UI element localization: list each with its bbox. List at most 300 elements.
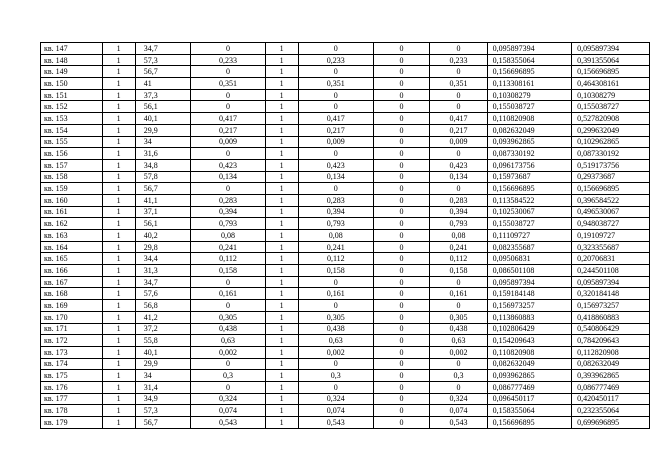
cell-value-e: 0,110820908 bbox=[487, 113, 571, 125]
cell-apartment: кв. 178 bbox=[41, 405, 103, 417]
cell-value-b: 0 bbox=[298, 276, 373, 288]
cell-value-b: 0 bbox=[298, 358, 373, 370]
cell-area: 40,2 bbox=[135, 230, 191, 242]
cell-total: 0,095897394 bbox=[572, 43, 650, 55]
table-row bbox=[41, 346, 650, 358]
cell-total: 0,496530067 bbox=[572, 206, 650, 218]
table-row bbox=[41, 230, 650, 242]
cell-count: 1 bbox=[102, 43, 135, 55]
table-row bbox=[41, 300, 650, 312]
cell-value-c: 0 bbox=[373, 78, 429, 90]
cell-value-b: 0,417 bbox=[298, 113, 373, 125]
cell-area: 34,7 bbox=[135, 276, 191, 288]
cell-factor: 1 bbox=[265, 101, 298, 113]
cell-factor: 1 bbox=[265, 171, 298, 183]
cell-apartment: кв. 156 bbox=[41, 148, 103, 160]
cell-apartment: кв. 165 bbox=[41, 253, 103, 265]
cell-area: 40,1 bbox=[135, 346, 191, 358]
cell-apartment: кв. 151 bbox=[41, 89, 103, 101]
cell-value-a: 0 bbox=[191, 89, 265, 101]
table-row bbox=[41, 43, 650, 55]
cell-total: 0,087330192 bbox=[572, 148, 650, 160]
cell-factor: 1 bbox=[265, 311, 298, 323]
cell-total: 0,699696895 bbox=[572, 417, 650, 429]
cell-value-a: 0,161 bbox=[191, 288, 265, 300]
cell-apartment: кв. 175 bbox=[41, 370, 103, 382]
cell-area: 29,9 bbox=[135, 358, 191, 370]
cell-count: 1 bbox=[102, 148, 135, 160]
cell-value-c: 0 bbox=[373, 194, 429, 206]
cell-value-c: 0 bbox=[373, 183, 429, 195]
cell-total: 0,519173756 bbox=[572, 159, 650, 171]
cell-count: 1 bbox=[102, 405, 135, 417]
cell-apartment: кв. 162 bbox=[41, 218, 103, 230]
cell-total: 0,393962865 bbox=[572, 370, 650, 382]
cell-factor: 1 bbox=[265, 393, 298, 405]
cell-value-a: 0,241 bbox=[191, 241, 265, 253]
cell-value-a: 0,3 bbox=[191, 370, 265, 382]
cell-apartment: кв. 170 bbox=[41, 311, 103, 323]
table-row bbox=[41, 265, 650, 277]
cell-area: 31,3 bbox=[135, 265, 191, 277]
cell-factor: 1 bbox=[265, 43, 298, 55]
cell-value-d: 0,158 bbox=[430, 265, 487, 277]
cell-total: 0,29373687 bbox=[572, 171, 650, 183]
cell-value-a: 0 bbox=[191, 43, 265, 55]
cell-value-c: 0 bbox=[373, 136, 429, 148]
cell-value-b: 0,161 bbox=[298, 288, 373, 300]
cell-value-a: 0,423 bbox=[191, 159, 265, 171]
cell-value-b: 0,08 bbox=[298, 230, 373, 242]
cell-apartment: кв. 148 bbox=[41, 54, 103, 66]
cell-count: 1 bbox=[102, 300, 135, 312]
table-row bbox=[41, 89, 650, 101]
cell-value-c: 0 bbox=[373, 405, 429, 417]
cell-value-e: 0,154209643 bbox=[487, 335, 571, 347]
cell-value-a: 0,793 bbox=[191, 218, 265, 230]
cell-value-b: 0,438 bbox=[298, 323, 373, 335]
cell-factor: 1 bbox=[265, 405, 298, 417]
cell-value-b: 0,241 bbox=[298, 241, 373, 253]
cell-value-d: 0 bbox=[430, 43, 487, 55]
cell-value-c: 0 bbox=[373, 54, 429, 66]
cell-value-c: 0 bbox=[373, 159, 429, 171]
cell-factor: 1 bbox=[265, 241, 298, 253]
cell-value-d: 0,351 bbox=[430, 78, 487, 90]
cell-count: 1 bbox=[102, 194, 135, 206]
cell-value-b: 0,074 bbox=[298, 405, 373, 417]
cell-apartment: кв. 163 bbox=[41, 230, 103, 242]
cell-value-e: 0,082632049 bbox=[487, 358, 571, 370]
cell-count: 1 bbox=[102, 136, 135, 148]
cell-value-d: 0 bbox=[430, 89, 487, 101]
cell-factor: 1 bbox=[265, 89, 298, 101]
cell-value-b: 0 bbox=[298, 66, 373, 78]
cell-value-d: 0,241 bbox=[430, 241, 487, 253]
cell-total: 0,112820908 bbox=[572, 346, 650, 358]
cell-factor: 1 bbox=[265, 218, 298, 230]
cell-value-b: 0,351 bbox=[298, 78, 373, 90]
cell-area: 37,3 bbox=[135, 89, 191, 101]
cell-total: 0,527820908 bbox=[572, 113, 650, 125]
cell-value-e: 0,156696895 bbox=[487, 183, 571, 195]
cell-apartment: кв. 149 bbox=[41, 66, 103, 78]
cell-apartment: кв. 172 bbox=[41, 335, 103, 347]
cell-value-b: 0,217 bbox=[298, 124, 373, 136]
cell-area: 31,4 bbox=[135, 381, 191, 393]
cell-area: 57,3 bbox=[135, 54, 191, 66]
cell-count: 1 bbox=[102, 241, 135, 253]
table-row bbox=[41, 194, 650, 206]
cell-apartment: кв. 158 bbox=[41, 171, 103, 183]
cell-area: 34,9 bbox=[135, 393, 191, 405]
cell-value-c: 0 bbox=[373, 148, 429, 160]
cell-value-a: 0,417 bbox=[191, 113, 265, 125]
cell-count: 1 bbox=[102, 417, 135, 429]
cell-count: 1 bbox=[102, 183, 135, 195]
cell-value-c: 0 bbox=[373, 43, 429, 55]
cell-value-c: 0 bbox=[373, 265, 429, 277]
cell-value-c: 0 bbox=[373, 66, 429, 78]
cell-count: 1 bbox=[102, 78, 135, 90]
cell-apartment: кв. 160 bbox=[41, 194, 103, 206]
cell-count: 1 bbox=[102, 393, 135, 405]
cell-area: 29,9 bbox=[135, 124, 191, 136]
cell-apartment: кв. 157 bbox=[41, 159, 103, 171]
cell-count: 1 bbox=[102, 206, 135, 218]
cell-area: 57,8 bbox=[135, 171, 191, 183]
cell-apartment: кв. 152 bbox=[41, 101, 103, 113]
cell-factor: 1 bbox=[265, 136, 298, 148]
cell-value-d: 0 bbox=[430, 381, 487, 393]
cell-area: 34,7 bbox=[135, 43, 191, 55]
cell-count: 1 bbox=[102, 381, 135, 393]
cell-value-b: 0,134 bbox=[298, 171, 373, 183]
cell-total: 0,20706831 bbox=[572, 253, 650, 265]
table-row bbox=[41, 323, 650, 335]
cell-area: 56,7 bbox=[135, 417, 191, 429]
cell-value-e: 0,158355064 bbox=[487, 405, 571, 417]
cell-value-e: 0,155038727 bbox=[487, 101, 571, 113]
cell-apartment: кв. 177 bbox=[41, 393, 103, 405]
cell-area: 41,2 bbox=[135, 311, 191, 323]
cell-value-c: 0 bbox=[373, 171, 429, 183]
cell-apartment: кв. 169 bbox=[41, 300, 103, 312]
cell-value-c: 0 bbox=[373, 206, 429, 218]
cell-value-b: 0 bbox=[298, 43, 373, 55]
cell-count: 1 bbox=[102, 124, 135, 136]
cell-value-d: 0,324 bbox=[430, 393, 487, 405]
cell-total: 0,155038727 bbox=[572, 101, 650, 113]
cell-area: 34 bbox=[135, 370, 191, 382]
cell-value-a: 0 bbox=[191, 183, 265, 195]
cell-factor: 1 bbox=[265, 370, 298, 382]
cell-value-d: 0 bbox=[430, 183, 487, 195]
table-row bbox=[41, 335, 650, 347]
cell-value-a: 0 bbox=[191, 358, 265, 370]
cell-count: 1 bbox=[102, 335, 135, 347]
cell-value-b: 0 bbox=[298, 300, 373, 312]
cell-value-c: 0 bbox=[373, 311, 429, 323]
cell-value-d: 0,074 bbox=[430, 405, 487, 417]
cell-area: 37,1 bbox=[135, 206, 191, 218]
cell-area: 34,8 bbox=[135, 159, 191, 171]
cell-value-e: 0,113860883 bbox=[487, 311, 571, 323]
cell-area: 29,8 bbox=[135, 241, 191, 253]
table-row bbox=[41, 148, 650, 160]
cell-value-e: 0,086777469 bbox=[487, 381, 571, 393]
cell-value-d: 0,08 bbox=[430, 230, 487, 242]
cell-value-d: 0,009 bbox=[430, 136, 487, 148]
cell-area: 55,8 bbox=[135, 335, 191, 347]
cell-value-e: 0,095897394 bbox=[487, 43, 571, 55]
cell-area: 34,4 bbox=[135, 253, 191, 265]
cell-value-a: 0,217 bbox=[191, 124, 265, 136]
cell-factor: 1 bbox=[265, 300, 298, 312]
cell-factor: 1 bbox=[265, 54, 298, 66]
cell-total: 0,948038727 bbox=[572, 218, 650, 230]
cell-value-e: 0,159184148 bbox=[487, 288, 571, 300]
cell-total: 0,156973257 bbox=[572, 300, 650, 312]
cell-value-d: 0,283 bbox=[430, 194, 487, 206]
cell-value-b: 0,009 bbox=[298, 136, 373, 148]
cell-value-b: 0,158 bbox=[298, 265, 373, 277]
table-row bbox=[41, 183, 650, 195]
cell-value-a: 0,543 bbox=[191, 417, 265, 429]
cell-total: 0,156696895 bbox=[572, 66, 650, 78]
table-row bbox=[41, 381, 650, 393]
cell-total: 0,391355064 bbox=[572, 54, 650, 66]
cell-factor: 1 bbox=[265, 276, 298, 288]
cell-area: 40,1 bbox=[135, 113, 191, 125]
table-row bbox=[41, 78, 650, 90]
cell-value-a: 0,351 bbox=[191, 78, 265, 90]
cell-value-d: 0,305 bbox=[430, 311, 487, 323]
cell-apartment: кв. 168 bbox=[41, 288, 103, 300]
cell-value-e: 0,087330192 bbox=[487, 148, 571, 160]
cell-value-c: 0 bbox=[373, 89, 429, 101]
cell-total: 0,784209643 bbox=[572, 335, 650, 347]
table-row bbox=[41, 417, 650, 429]
cell-total: 0,232355064 bbox=[572, 405, 650, 417]
cell-factor: 1 bbox=[265, 265, 298, 277]
cell-value-e: 0,15973687 bbox=[487, 171, 571, 183]
cell-apartment: кв. 147 bbox=[41, 43, 103, 55]
cell-value-d: 0,394 bbox=[430, 206, 487, 218]
cell-value-e: 0,096173756 bbox=[487, 159, 571, 171]
cell-factor: 1 bbox=[265, 335, 298, 347]
cell-value-b: 0,394 bbox=[298, 206, 373, 218]
cell-value-d: 0 bbox=[430, 300, 487, 312]
cell-apartment: кв. 176 bbox=[41, 381, 103, 393]
cell-value-e: 0,09506831 bbox=[487, 253, 571, 265]
cell-value-c: 0 bbox=[373, 370, 429, 382]
cell-apartment: кв. 173 bbox=[41, 346, 103, 358]
cell-value-b: 0 bbox=[298, 148, 373, 160]
cell-total: 0,156696895 bbox=[572, 183, 650, 195]
cell-total: 0,299632049 bbox=[572, 124, 650, 136]
cell-apartment: кв. 174 bbox=[41, 358, 103, 370]
cell-count: 1 bbox=[102, 113, 135, 125]
cell-factor: 1 bbox=[265, 194, 298, 206]
cell-value-e: 0,156973257 bbox=[487, 300, 571, 312]
cell-value-e: 0,082355687 bbox=[487, 241, 571, 253]
cell-value-b: 0,233 bbox=[298, 54, 373, 66]
cell-value-a: 0 bbox=[191, 148, 265, 160]
cell-apartment: кв. 154 bbox=[41, 124, 103, 136]
cell-count: 1 bbox=[102, 230, 135, 242]
cell-area: 56,8 bbox=[135, 300, 191, 312]
cell-factor: 1 bbox=[265, 78, 298, 90]
cell-factor: 1 bbox=[265, 253, 298, 265]
cell-value-a: 0,158 bbox=[191, 265, 265, 277]
cell-value-b: 0 bbox=[298, 183, 373, 195]
cell-total: 0,540806429 bbox=[572, 323, 650, 335]
cell-value-d: 0,423 bbox=[430, 159, 487, 171]
cell-value-a: 0,394 bbox=[191, 206, 265, 218]
cell-value-d: 0 bbox=[430, 66, 487, 78]
cell-apartment: кв. 150 bbox=[41, 78, 103, 90]
cell-value-e: 0,113308161 bbox=[487, 78, 571, 90]
cell-total: 0,086777469 bbox=[572, 381, 650, 393]
cell-value-c: 0 bbox=[373, 346, 429, 358]
apartment-data-table bbox=[40, 42, 650, 429]
cell-area: 37,2 bbox=[135, 323, 191, 335]
cell-value-a: 0 bbox=[191, 101, 265, 113]
cell-factor: 1 bbox=[265, 381, 298, 393]
cell-value-e: 0,093962865 bbox=[487, 370, 571, 382]
cell-value-b: 0 bbox=[298, 381, 373, 393]
table-row bbox=[41, 405, 650, 417]
cell-total: 0,082632049 bbox=[572, 358, 650, 370]
cell-total: 0,396584522 bbox=[572, 194, 650, 206]
cell-count: 1 bbox=[102, 171, 135, 183]
cell-value-d: 0 bbox=[430, 101, 487, 113]
cell-value-d: 0,217 bbox=[430, 124, 487, 136]
cell-value-e: 0,156696895 bbox=[487, 66, 571, 78]
cell-factor: 1 bbox=[265, 323, 298, 335]
cell-apartment: кв. 161 bbox=[41, 206, 103, 218]
cell-factor: 1 bbox=[265, 148, 298, 160]
cell-value-b: 0,423 bbox=[298, 159, 373, 171]
cell-value-d: 0 bbox=[430, 148, 487, 160]
cell-value-e: 0,156696895 bbox=[487, 417, 571, 429]
cell-value-e: 0,095897394 bbox=[487, 276, 571, 288]
table-row bbox=[41, 101, 650, 113]
cell-value-b: 0 bbox=[298, 89, 373, 101]
cell-value-a: 0,233 bbox=[191, 54, 265, 66]
cell-count: 1 bbox=[102, 54, 135, 66]
cell-factor: 1 bbox=[265, 206, 298, 218]
cell-count: 1 bbox=[102, 276, 135, 288]
table-row bbox=[41, 206, 650, 218]
cell-value-e: 0,102806429 bbox=[487, 323, 571, 335]
cell-value-c: 0 bbox=[373, 241, 429, 253]
table-row bbox=[41, 66, 650, 78]
cell-value-c: 0 bbox=[373, 276, 429, 288]
cell-area: 57,3 bbox=[135, 405, 191, 417]
cell-value-a: 0,134 bbox=[191, 171, 265, 183]
cell-value-a: 0 bbox=[191, 66, 265, 78]
cell-value-e: 0,113584522 bbox=[487, 194, 571, 206]
cell-value-c: 0 bbox=[373, 113, 429, 125]
cell-value-c: 0 bbox=[373, 323, 429, 335]
cell-value-d: 0,417 bbox=[430, 113, 487, 125]
cell-value-b: 0,3 bbox=[298, 370, 373, 382]
cell-value-e: 0,11109727 bbox=[487, 230, 571, 242]
cell-value-b: 0,324 bbox=[298, 393, 373, 405]
cell-value-a: 0 bbox=[191, 300, 265, 312]
cell-area: 57,6 bbox=[135, 288, 191, 300]
cell-value-b: 0,793 bbox=[298, 218, 373, 230]
cell-value-d: 0,543 bbox=[430, 417, 487, 429]
cell-total: 0,464308161 bbox=[572, 78, 650, 90]
cell-area: 41,1 bbox=[135, 194, 191, 206]
cell-factor: 1 bbox=[265, 288, 298, 300]
table-row bbox=[41, 171, 650, 183]
cell-value-a: 0,324 bbox=[191, 393, 265, 405]
cell-value-c: 0 bbox=[373, 417, 429, 429]
cell-factor: 1 bbox=[265, 124, 298, 136]
cell-count: 1 bbox=[102, 370, 135, 382]
cell-value-e: 0,10308279 bbox=[487, 89, 571, 101]
cell-count: 1 bbox=[102, 265, 135, 277]
cell-count: 1 bbox=[102, 218, 135, 230]
cell-area: 56,7 bbox=[135, 66, 191, 78]
cell-total: 0,095897394 bbox=[572, 276, 650, 288]
cell-value-a: 0,08 bbox=[191, 230, 265, 242]
cell-count: 1 bbox=[102, 358, 135, 370]
cell-value-c: 0 bbox=[373, 218, 429, 230]
cell-factor: 1 bbox=[265, 230, 298, 242]
cell-value-a: 0,283 bbox=[191, 194, 265, 206]
cell-value-b: 0,63 bbox=[298, 335, 373, 347]
cell-value-e: 0,158355064 bbox=[487, 54, 571, 66]
cell-apartment: кв. 155 bbox=[41, 136, 103, 148]
cell-value-c: 0 bbox=[373, 335, 429, 347]
table-body bbox=[41, 43, 650, 429]
cell-value-d: 0 bbox=[430, 358, 487, 370]
cell-value-e: 0,082632049 bbox=[487, 124, 571, 136]
cell-value-c: 0 bbox=[373, 381, 429, 393]
cell-value-d: 0,002 bbox=[430, 346, 487, 358]
cell-count: 1 bbox=[102, 253, 135, 265]
cell-factor: 1 bbox=[265, 113, 298, 125]
cell-total: 0,244501108 bbox=[572, 265, 650, 277]
cell-value-c: 0 bbox=[373, 253, 429, 265]
cell-factor: 1 bbox=[265, 66, 298, 78]
table-row bbox=[41, 241, 650, 253]
cell-value-c: 0 bbox=[373, 124, 429, 136]
table-row bbox=[41, 276, 650, 288]
cell-value-c: 0 bbox=[373, 393, 429, 405]
cell-value-b: 0,283 bbox=[298, 194, 373, 206]
cell-value-a: 0,009 bbox=[191, 136, 265, 148]
cell-value-d: 0,161 bbox=[430, 288, 487, 300]
cell-apartment: кв. 159 bbox=[41, 183, 103, 195]
cell-count: 1 bbox=[102, 66, 135, 78]
cell-apartment: кв. 179 bbox=[41, 417, 103, 429]
cell-apartment: кв. 166 bbox=[41, 265, 103, 277]
cell-value-b: 0,002 bbox=[298, 346, 373, 358]
cell-value-c: 0 bbox=[373, 300, 429, 312]
cell-area: 56,1 bbox=[135, 101, 191, 113]
cell-count: 1 bbox=[102, 323, 135, 335]
cell-value-a: 0,438 bbox=[191, 323, 265, 335]
cell-total: 0,323355687 bbox=[572, 241, 650, 253]
cell-value-d: 0,438 bbox=[430, 323, 487, 335]
cell-factor: 1 bbox=[265, 417, 298, 429]
